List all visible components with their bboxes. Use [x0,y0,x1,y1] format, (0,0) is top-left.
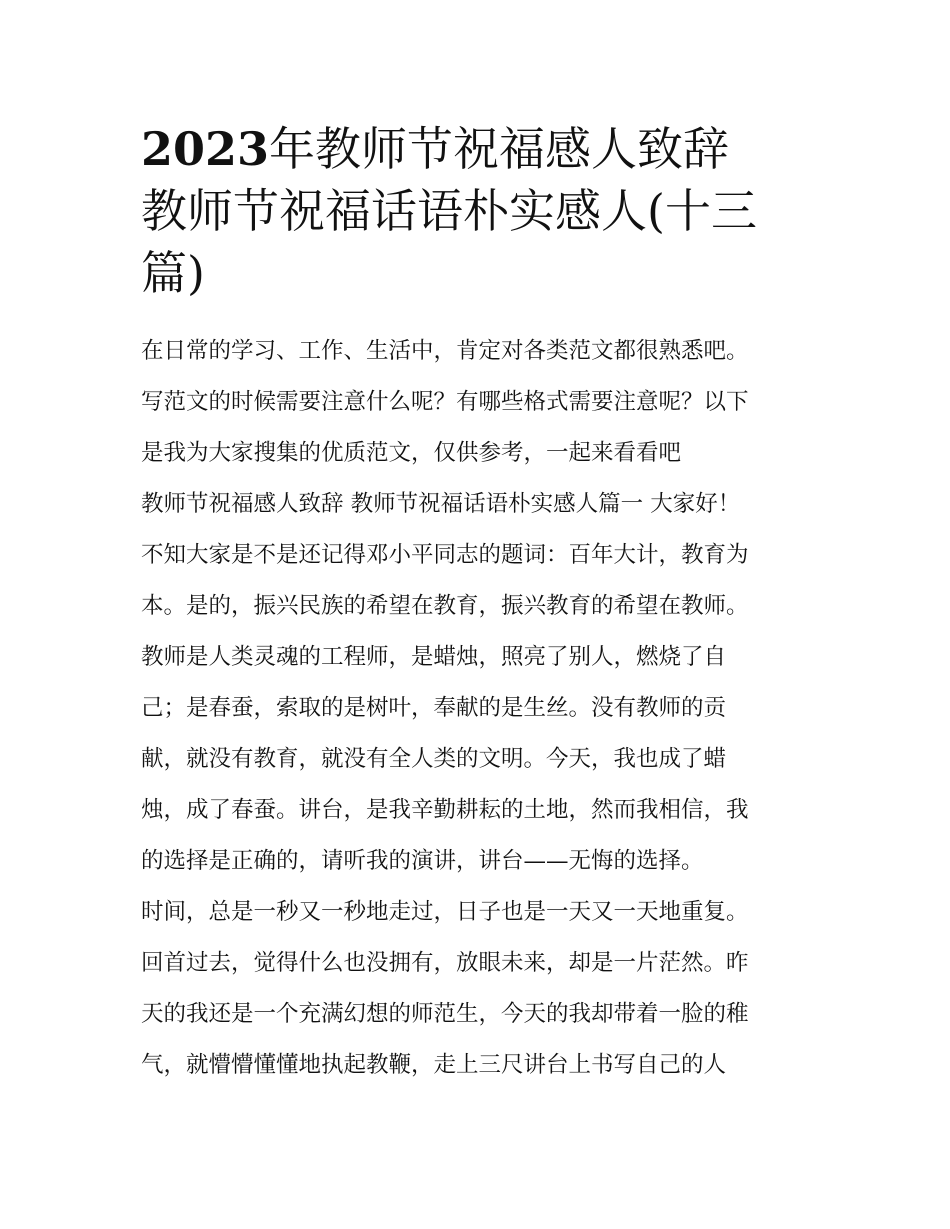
document-page [141,118,813,1091]
text-line: 献，就没有教育，就没有全人类的文明。今天，我也成了蜡 [141,746,727,772]
text-line: 的选择是正确的，请听我的演讲，讲台——无悔的选择。 [141,848,704,874]
title-line-3: 篇) [141,246,205,300]
paragraph-speech-2 [141,887,813,1091]
text-line: 教师节祝福感人致辞 教师节祝福话语朴实感人篇一 大家好！ [141,491,741,517]
title-line-1-text: 年教师节祝福感人致辞 [269,122,730,176]
text-line: 天的我还是一个充满幻想的师范生，今天的我却带着一脸的稚 [141,1001,749,1027]
text-line: 回首过去，觉得什么也没拥有，放眼未来，却是一片茫然。昨 [141,950,749,976]
title-line-1 [141,118,813,180]
text-line: 是我为大家搜集的优质范文，仅供参考，一起来看看吧 [141,440,682,466]
paragraph-intro [141,326,813,479]
text-line: 己；是春蚕，索取的是树叶，奉献的是生丝。没有教师的贡 [141,695,727,721]
text-line: 写范文的时候需要注意什么呢？有哪些格式需要注意呢？以下 [141,389,749,415]
text-line: 气，就懵懵懂懂地执起教鞭，走上三尺讲台上书写自己的人 [141,1052,727,1078]
document-body [141,326,813,1091]
document-title [141,118,813,304]
text-line: 烛，成了春蚕。讲台，是我辛勤耕耘的土地，然而我相信，我 [141,797,749,823]
paragraph-speech-1 [141,479,813,887]
text-line: 在日常的学习、工作、生活中，肯定对各类范文都很熟悉吧。 [141,338,749,364]
text-line: 教师是人类灵魂的工程师，是蜡烛，照亮了别人，燃烧了自 [141,644,727,670]
text-line: 时间，总是一秒又一秒地走过，日子也是一天又一天地重复。 [141,899,749,925]
title-year: 2023 [141,122,270,176]
title-line-2: 教师节祝福话语朴实感人(十三 [141,184,757,238]
text-line: 本。是的，振兴民族的希望在教育，振兴教育的希望在教师。 [141,593,749,619]
text-line: 不知大家是不是还记得邓小平同志的题词：百年大计，教育为 [141,542,749,568]
